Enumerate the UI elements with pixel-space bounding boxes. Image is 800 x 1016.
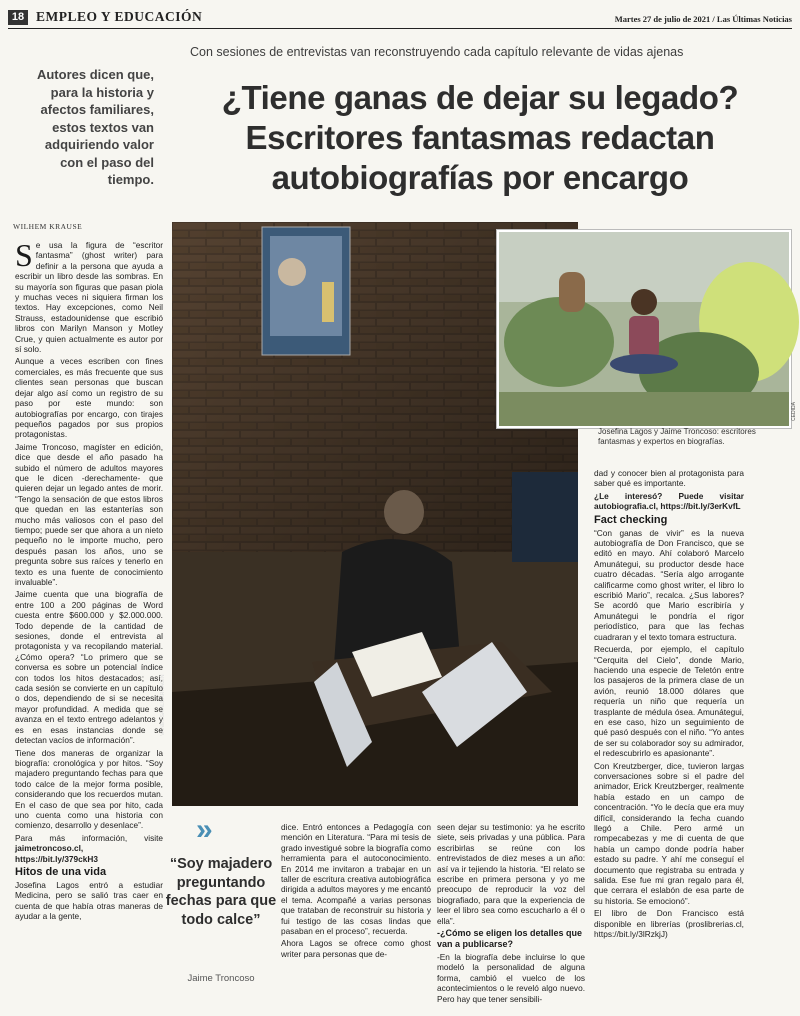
subhead-fact-checking: Fact checking: [594, 513, 668, 526]
byline: WILHEM KRAUSE: [13, 222, 83, 231]
col1-paragraph-6: [15, 833, 163, 864]
kicker: Con sesiones de entrevistas van reconstruyendo cada capítulo relevante de vidas ajenas: [190, 45, 684, 59]
pullquote: [166, 815, 276, 1015]
woman-in-garden-photo: [499, 232, 789, 426]
jaimetroncoso-link[interactable]: jaimetroncoso.cl, https://bit.ly/379ckH3: [15, 843, 98, 864]
subhead-hitos: Hitos de una vida: [15, 865, 107, 878]
headline-line-3: autobiografías por encargo: [271, 159, 689, 196]
col1-p6-lead: Para más información, visite: [15, 832, 163, 843]
main-photo-credit: VANESSA ALBARRACÍN: [160, 674, 166, 736]
col1-paragraph-4: Jaime cuenta que una biografía de entre 100 a 200 páginas de Word cuesta entre $600.000 y $2.000.000. Todo depende de la cantidad de sesiones, donde el entrevista al protagonista y va recopilando material. ¿Cómo opera? “Lo primero que se conversa es sobre un potencial índice con todos los hitos destacados; así, cada sesión se convierte en un capítulo o dos, dependiendo de si se necesita mayor profundidad. A medida que se avanza en el texto entrego adelantos y es en esas instancias donde se detectan vacíos de información”.: [15, 589, 163, 746]
col1-p1-text: e usa la figura de “escritor fantasma” (ghost writer) para definir a la persona que ayuda a escribir un libro desde las sombras. En su mayoría son figuras que pasan piola y muchas veces ni siquiera firman los textos. Hay excepciones, como Neil Strauss, estadounidense que escribió libros con Marilyn Manson y Motley Crue, y quien actualmente es autor por sí solo.: [15, 240, 163, 355]
section-title: EMPLEO Y EDUCACIÓN: [36, 9, 203, 24]
subhead-detalles: -¿Cómo se eligen los detalles que van a publicarse?: [437, 928, 583, 950]
col2-paragraph-2: Ahora Lagos se ofrece como ghost writer para personas que de-: [281, 938, 431, 959]
col4-paragraph-5: Con Kreutzberger, dice, tuvieron largas conversaciones sobre si el padre del animador, Erick Kreutzberger, realmente había estado en un campo de concentración. “Yo le decía que era muy difícil, considerando la fecha cuando llegó a Chile. Pero armé un rompecabezas y me di cuenta de que había un campo donde podría haber estado su padre. Y ahí me conseguí el documento que registraba su entrada y salida. Ese fue mi gran regalo para él, que cerrara el eslabón de esa parte de su historia. Se emocionó”.: [594, 760, 744, 906]
col4-paragraph-3: “Con ganas de vivir” es la nueva autobiografía de Don Francisco, que se editó en mayo. Ahí colaboró Marcelo Amunátegui, su productor desde hace cuatro décadas. “Sería algo arrogante calificarme como ghost writer, el libro lo escribió Mario”, recalca. ¿Sus labores? Se acordó que Mario escribiría y Amunátegui le pondría el rigor periodístico, para que las fechas cuadraran y el texto tomara estructura.: [594, 527, 744, 642]
pullquote-text: “Soy majadero preguntando fechas para que todo calce”: [165, 856, 277, 928]
col3-paragraph-2: -En la biografía debe incluirse lo que modeló la personalidad de alguna forma, cambió el vuelco de los acontecimientos o le reveló algo nuevo. Pero hay que tener sensibili-: [437, 952, 585, 1004]
article-column-1: [15, 237, 163, 1010]
col4-paragraph-4: Recuerda, por ejemplo, el capítulo “Cerquita del Cielo”, donde Mario, haciendo una especie de Teletón entre los pasajeros de la primera clase de un avión, reunió 18.000 dólares que requería un niño que requería un trasplante de médula ósea. Amunátegui, en ese caso, hizo un seguimiento de qué pasó después con el niño. “Yo antes de ser su colaborador soy su admirador, el redescubrirlo es apasionante”.: [594, 644, 744, 759]
page-header: [8, 8, 792, 29]
col3-paragraph-1: seen dejar su testimonio: ya he escrito siete, seis privadas y una pública. Para escribirlas se reúne con los entrevistados de diez meses a un año: así va ir tejiendo la historia. “El relato se escribe en primera persona y yo me preocupo de reproducir la voz del biografiado, para que la experiencia de leer el libro sea como escucharlo a él o ella”.: [437, 822, 585, 926]
page-number: 18: [8, 10, 28, 25]
col1-paragraph-7: Josefina Lagos entró a estudiar Medicina, pero se salió tras caer en cuenta de que había otras maneras de ayudar a la gente,: [15, 879, 163, 922]
article-column-4: [594, 468, 744, 1013]
col1-paragraph-5: Tiene dos maneras de organizar la biografía: cronológica y por hitos. “Soy majadero preguntando fechas para que todo calce de la mejor forma posible, considerando que los recuerdos mutan. En el caso de que sea por hito, cada uno cuenta como una historia con comienzo, desarrollo y desenlace”.: [15, 747, 163, 831]
col4-paragraph-1: dad y conocer bien al protagonista para saber qué es importante.: [594, 468, 744, 489]
standfirst: Autores dicen que, para la historia y afectos familiares, estos textos van adquiriendo valor con el paso del tiempo.: [36, 67, 154, 187]
chevron-icon: »: [196, 813, 213, 846]
col1-paragraph-2: Aunque a veces escriben con fines comerciales, es más frecuente que sus clientes sean personas que buscan dejar algo así como un registro de su paso por este mundo: son autobiografías por encargo, con tirajes pequeños pagados por sus propios protagonistas.: [15, 356, 163, 440]
dropcap: S: [15, 237, 33, 273]
article-column-2: [281, 822, 431, 1012]
article-column-3: [437, 822, 585, 1012]
col1-paragraph-3: Jaime Troncoso, magíster en edición, dice que desde el año pasado ha subido el número de adultos mayores que le dicen -derechamente- que quieren dejar un legado antes de morir. “Tengo la sensación de que estos libros que quedan en las estanterías son mucho más valiosos con el paso del tiempo; puede ser que ahora a un nieto pequeño no le importe mucho, pero después pasan los años, uno se pregunta sobre sus raíces y tenerlo en texto es una fuente de conocimiento invaluable”.: [15, 441, 163, 587]
headline-line-1: ¿Tiene ganas de dejar su legado?: [221, 79, 739, 116]
autobiografia-link[interactable]: ¿Le interesó? Puede visitar autobiografia.cl, https://bit.ly/3erKvfL: [594, 490, 744, 512]
pullquote-attribution: Jaime Troncoso: [187, 973, 255, 984]
col1-paragraph-1: [15, 237, 163, 355]
inset-photo-frame: [497, 230, 797, 428]
col4-paragraph-6: El libro de Don Francisco está disponible en librerías (proslibrerias.cl, https://bit.ly/3lRzkjJ): [594, 908, 744, 940]
col2-paragraph-1: dice. Entró entonces a Pedagogía con mención en Literatura. “Para mi tesis de grado investigué sobre la biografía como herramienta para el autoconocimiento. En 2014 me invitaron a trabajar en un taller de escritura creativa autobiográfica dirigida a adultos mayores y me encantó el tema. Acompañé a varias personas que trataban de reconstruir su historia y fui testigo de las cosas lindas que pasaban en el proceso”, recuerda.: [281, 822, 431, 937]
headline-line-2: Escritores fantasmas redactan: [245, 119, 715, 156]
inset-photo-credit: CEDIDA: [791, 402, 797, 421]
headline: [165, 78, 795, 198]
inset-photo-caption: Josefina Lagos y Jaime Troncoso: escritores fantasmas y expertos en biografías.: [598, 427, 756, 446]
issue-date: Martes 27 de julio de 2021 / Las Últimas Noticias: [614, 14, 792, 24]
